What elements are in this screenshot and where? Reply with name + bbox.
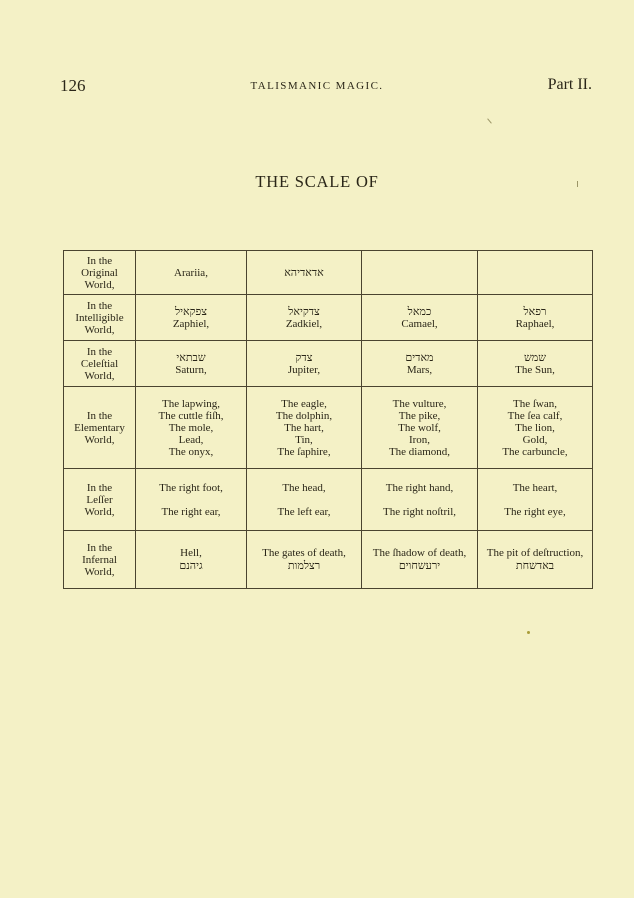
cell-spacer [480, 494, 590, 506]
cell-line: The ſwan, [513, 397, 557, 410]
table-cell [362, 387, 478, 469]
cell-spacer [138, 494, 244, 506]
ink-speck [527, 631, 530, 634]
scale-table [63, 250, 593, 589]
cell-line: The cuttle fiſh, [158, 409, 224, 422]
hebrew-name: באדשחת [515, 559, 555, 572]
cell-line: Mars, [406, 364, 433, 376]
cell-line: The ſhadow of death, [372, 547, 467, 559]
hebrew-name: שבתאי [176, 351, 206, 364]
world-label [64, 531, 136, 589]
table-row [64, 341, 593, 387]
table-cell [247, 341, 362, 387]
hebrew-name: צפקאיל [174, 305, 208, 318]
table-cell [362, 251, 478, 295]
world-label-line: World, [84, 369, 115, 382]
world-label-line: World, [84, 565, 115, 578]
paper-fleck [487, 118, 492, 123]
world-label [64, 251, 136, 295]
page-number: 126 [60, 76, 86, 95]
table-cell [478, 387, 593, 469]
table-cell [247, 469, 362, 531]
cell-line: The ſea calf, [507, 409, 563, 422]
cell-line: The vulture, [392, 397, 447, 410]
cell-line: Jupiter, [287, 364, 321, 376]
cell-line: Tin, [295, 433, 313, 446]
hebrew-name: גיהנם [179, 559, 203, 572]
hebrew-name: צדק [295, 351, 313, 364]
cell-line: The onyx, [168, 445, 214, 458]
hebrew-name: מאדים [405, 351, 434, 364]
cell-line: Camael, [401, 318, 438, 330]
table-row [64, 531, 593, 589]
cell-line: The left ear, [277, 505, 331, 518]
table-cell [478, 469, 593, 531]
cell-line: The lapwing, [161, 397, 221, 410]
table-cell [478, 251, 593, 295]
world-label [64, 295, 136, 341]
table-cell [247, 251, 362, 295]
cell-line: The lion, [515, 421, 555, 434]
cell-line: The pit of deſtruction, [486, 547, 584, 559]
world-label-line: In the [86, 345, 113, 358]
table-row [64, 295, 593, 341]
cell-line: Arariia, [174, 266, 208, 279]
cell-spacer [249, 494, 359, 506]
cell-line: The eagle, [281, 397, 327, 410]
table-cell [362, 295, 478, 341]
cell-line: The right eye, [504, 505, 566, 518]
cell-line: The ſaphire, [277, 445, 331, 458]
cell-line: The wolf, [398, 421, 441, 434]
world-label-line: Original [81, 266, 118, 279]
table-cell [136, 531, 247, 589]
cell-line: Lead, [178, 433, 204, 446]
hebrew-name: אדאדיהא [284, 266, 324, 279]
table-row [64, 469, 593, 531]
table-cell [136, 341, 247, 387]
table-cell [136, 251, 247, 295]
world-label [64, 387, 136, 469]
world-label-line: World, [84, 505, 115, 518]
cell-spacer [364, 494, 475, 506]
table-cell [362, 531, 478, 589]
cell-line: The diamond, [388, 445, 451, 458]
cell-line: The head, [282, 481, 326, 494]
table-cell [478, 295, 593, 341]
cell-line: Raphael, [515, 318, 555, 330]
table-cell [247, 387, 362, 469]
world-label-line: World, [84, 433, 115, 446]
world-label-line: In the [86, 541, 113, 554]
cell-line: The dolphin, [275, 409, 333, 422]
cell-line: Gold, [522, 433, 548, 446]
cell-line: Hell, [180, 547, 202, 559]
hebrew-name: שמש [523, 351, 547, 364]
running-head [0, 76, 634, 100]
hebrew-name: רצלמות [287, 559, 321, 572]
table-cell [136, 295, 247, 341]
cell-line: The hart, [284, 421, 324, 434]
cell-line: Iron, [408, 433, 431, 446]
table-cell [136, 387, 247, 469]
world-label [64, 341, 136, 387]
world-label-line: Intelligible [75, 311, 124, 324]
hebrew-name: רפאל [523, 305, 547, 318]
cell-line: The right hand, [385, 481, 454, 494]
cell-line: The right foot, [159, 481, 223, 494]
hebrew-name: ירעשחוים [398, 559, 441, 572]
table-row [64, 251, 593, 295]
world-label-line: World, [84, 323, 115, 336]
table-cell [247, 295, 362, 341]
cell-line: Saturn, [175, 364, 207, 376]
cell-line: The right ear, [161, 505, 221, 518]
world-label-line: In the [86, 481, 113, 494]
world-label-line: Infernal [82, 553, 117, 566]
running-title: TALISMANIC MAGIC. [250, 80, 384, 92]
world-label [64, 469, 136, 531]
cell-line: The gates of death, [262, 547, 346, 559]
hebrew-name: כמאל [407, 305, 432, 318]
cell-line: The pike, [398, 409, 441, 422]
cell-line: Zadkiel, [285, 318, 323, 330]
table-cell [247, 531, 362, 589]
table-cell [362, 469, 478, 531]
cell-line: The right noſtril, [382, 505, 456, 518]
table-cell [478, 531, 593, 589]
world-label-line: World, [84, 278, 115, 291]
cell-line: The heart, [512, 481, 558, 494]
part-label: Part II. [547, 76, 592, 93]
world-label-line: Celeſtial [80, 357, 119, 370]
world-label-line: Leſſer [86, 493, 113, 506]
world-label-line: In the [86, 254, 113, 267]
table-cell [362, 341, 478, 387]
cell-line: The Sun, [515, 364, 555, 376]
cell-line: Zaphiel, [172, 318, 210, 330]
paper-fleck [577, 181, 578, 187]
table-row [64, 387, 593, 469]
world-label-line: In the [86, 409, 113, 422]
table-cell [136, 469, 247, 531]
world-label-line: Elementary [74, 421, 125, 434]
section-heading: THE SCALE OF [255, 172, 379, 191]
cell-line: The carbuncle, [502, 445, 568, 458]
table-cell [478, 341, 593, 387]
hebrew-name: צדקיאל [288, 305, 320, 318]
cell-line: The mole, [168, 421, 214, 434]
world-label-line: In the [86, 299, 113, 312]
